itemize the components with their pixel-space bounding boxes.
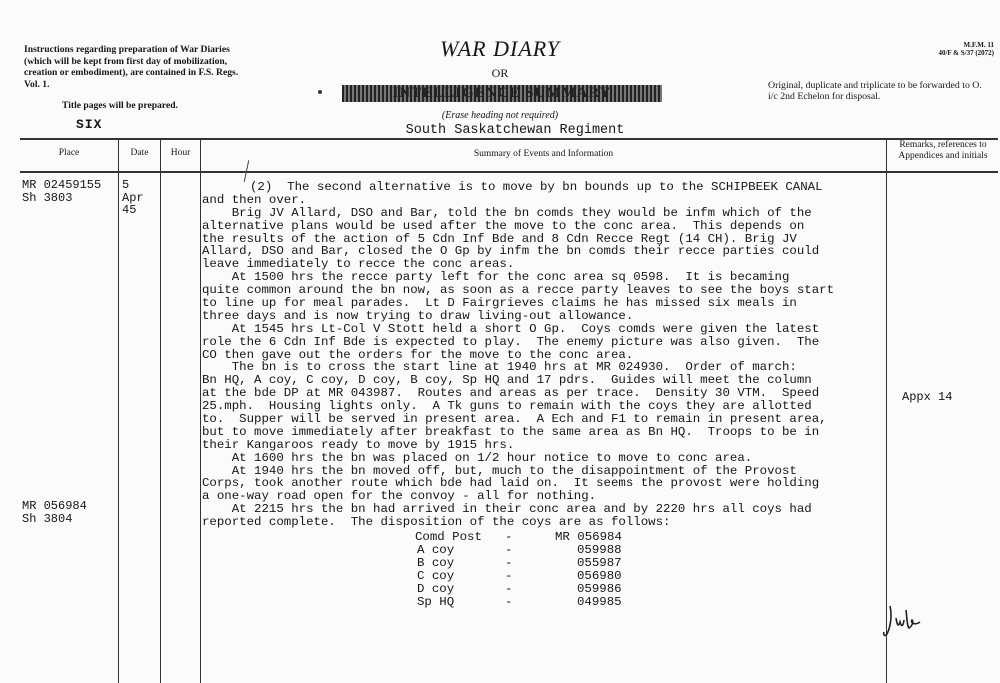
title-or: OR (491, 66, 509, 80)
form-code-line-2: 40/F & S/37 (2072) (938, 49, 994, 57)
disposition-row (415, 557, 622, 570)
place-sheet-ref: Sh 3803 (22, 190, 73, 205)
column-header-remarks: Remarks, references to Appendices and initials (898, 140, 988, 161)
disposition-unit: B coy (417, 555, 455, 570)
disposition-ref: MR 056984 (555, 530, 622, 544)
disposition-row (415, 596, 622, 609)
summary-line: The bn is to cross the start line at 1940 hrs at MR 024930. Order of march: (202, 360, 797, 375)
initials-signature (882, 600, 932, 640)
disposition-dash: - (505, 581, 513, 596)
disposition-ref: 059986 (577, 581, 622, 596)
disposition-unit: D coy (417, 581, 455, 596)
summary-line: At 1940 hrs the bn moved off, but, much to the disappointment of the Provost (202, 463, 797, 478)
summary-line: to. Supper will be served in present area. A Ech and F1 to remain in present area, (202, 412, 827, 427)
date-entry (122, 179, 144, 217)
summary-line: 25.mph. Housing lights only. A Tk guns to remain with the coys they are allotted (202, 399, 812, 414)
place-entry-2 (22, 500, 87, 525)
form-code-line-1: M.F.M. 11 (963, 41, 994, 49)
place-entry-1 (22, 179, 101, 204)
place-sheet-ref: Sh 3804 (22, 511, 73, 526)
summary-line: at the bde DP at MR 043987. Routes and areas as per trace. Density 30 VTM. Speed (202, 386, 820, 401)
struck-heading: INTELLIGENCE SUMMARY (342, 85, 662, 102)
summary-line: reported complete. The disposition of the coys are as follows: (202, 515, 671, 530)
disposition-dash: - (505, 568, 513, 583)
column-header-date: Date (130, 148, 149, 158)
document-title: WAR DIARY (439, 36, 561, 61)
disposition-dash: - (505, 555, 513, 570)
disposition-unit: Sp HQ (417, 594, 455, 609)
page-code-label: SIX (76, 117, 103, 132)
disposition-row (415, 531, 622, 544)
summary-line: Corps, took another route which bde had laid on. It seems the provost were holding (202, 476, 820, 491)
summary-line: the results of the action of 5 Cdn Inf Bde and 8 Cdn Recce Regt (14 CH). Brig JV (202, 231, 797, 246)
disposition-dash: - (505, 530, 513, 544)
disposition-ref: 056980 (577, 568, 622, 583)
disposition-unit: A coy (417, 542, 455, 557)
summary-text (202, 181, 886, 529)
disposition-ref: 049985 (577, 594, 622, 609)
disposition-table (415, 531, 622, 608)
date-year: 45 (122, 203, 137, 217)
unit-name: South Saskatchewan Regiment (405, 123, 625, 138)
disposition-row (415, 544, 622, 557)
column-header-hour: Hour (170, 148, 191, 158)
erase-note: (Erase heading not required) (441, 110, 559, 121)
summary-line: leave immediately to recce the conc areas. (202, 257, 515, 272)
summary-line: role the 6 Cdn Inf Bde is expected to play. The enemy picture was also given. The (202, 334, 820, 349)
col-divider-date (160, 138, 161, 683)
col-divider-place (118, 138, 119, 683)
summary-line: (2) The second alternative is to move by bn bounds up to the SCHIPBEEK CANAL (250, 180, 823, 194)
summary-line: At 1545 hrs Lt-Col V Stott held a short O Gp. Coys comds were given the latest (202, 321, 820, 336)
summary-line: but to move immediately after breakfast to the same area as Bn HQ. Troops to be in (202, 424, 820, 439)
table-header-rule (20, 171, 998, 173)
summary-line: three days and is now trying to draw living-out allowance. (202, 308, 634, 323)
disposition-unit: Comd Post (415, 530, 482, 544)
column-header-summary: Summary of Events and Information (473, 149, 614, 159)
summary-line: Bn HQ, A coy, C coy, D coy, B coy, Sp HQ and 17 pdrs. Guides will meet the column (202, 373, 812, 388)
table-top-rule (20, 138, 998, 140)
col-divider-hour (200, 138, 201, 683)
summary-line: Allard, DSO and Bar, closed the O Gp by infm the bn comds their recce parties could (202, 244, 820, 259)
disposition-ref: 059988 (577, 542, 622, 557)
date-day: 5 (122, 178, 130, 192)
date-month: Apr (122, 190, 144, 205)
title-pages-note: Title pages will be prepared. (62, 100, 178, 111)
instructions-note: Instructions regarding preparation of War Diaries (which will be kept from first day of mobilization, creation or embodiment), are contained in F.S. Regs. Vol. 1. (24, 44, 239, 90)
summary-line: and then over. (202, 192, 307, 207)
disposition-unit: C coy (417, 568, 455, 583)
disposition-row (415, 570, 622, 583)
summary-line: quite common around the bn now, as soon as a recce party leaves to see the boys start (202, 283, 835, 298)
scan-dot (318, 90, 322, 94)
place-map-ref: MR 056984 (22, 499, 87, 513)
summary-line: to line up for meal parades. Lt D Fairgrieves claims he has missed six meals in (202, 296, 797, 311)
summary-line: At 2215 hrs the bn had arrived in their conc area and by 2220 hrs all coys had (202, 502, 812, 517)
original-note: Original, duplicate and triplicate to be forwarded to O. i/c 2nd Echelon for disposal. (768, 80, 982, 102)
place-map-ref: MR 02459155 (22, 178, 102, 192)
summary-line: a one-way road open for the convoy - all for nothing. (202, 489, 597, 504)
summary-line: alternative plans would be used after the move to the conc area. This depends on (202, 218, 805, 233)
disposition-row (415, 583, 622, 596)
disposition-dash: - (505, 594, 513, 609)
summary-line: At 1600 hrs the bn was placed on 1/2 hour notice to move to conc area. (202, 450, 753, 465)
summary-line: their Kangaroos ready to move by 1915 hrs. (202, 437, 515, 452)
column-header-place: Place (58, 148, 80, 158)
summary-line: Brig JV Allard, DSO and Bar, told the bn comds they would be infm which of the (202, 205, 812, 220)
summary-line: CO then gave out the orders for the move to the conc area. (202, 347, 634, 362)
form-code (898, 41, 994, 57)
disposition-ref: 055987 (577, 555, 622, 570)
summary-line: At 1500 hrs the recce party left for the conc area sq 0598. It is becaming (202, 270, 790, 285)
appendix-reference: Appx 14 (902, 390, 953, 404)
disposition-dash: - (505, 542, 513, 557)
